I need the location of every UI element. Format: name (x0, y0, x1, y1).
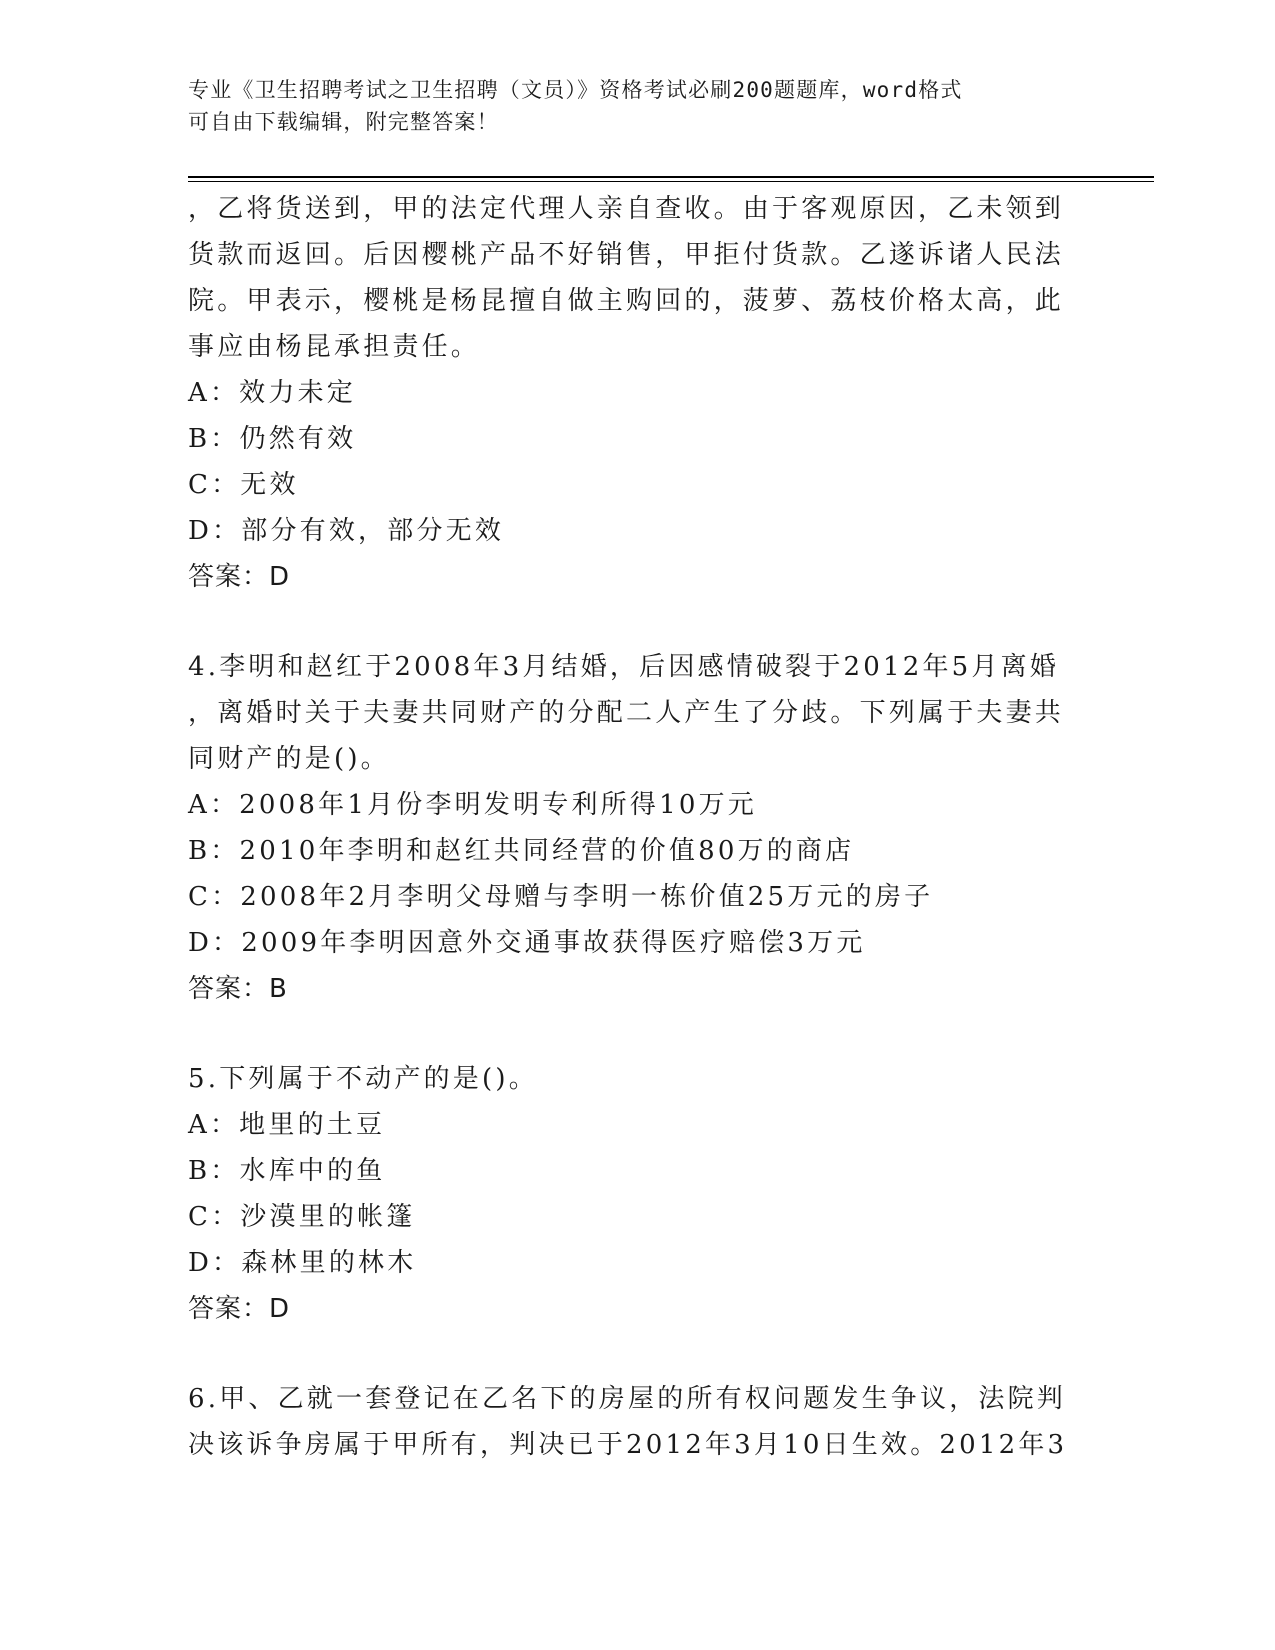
question-text-line: 5.下列属于不动产的是()。 (188, 1064, 538, 1094)
answer-line: 答案：D (188, 562, 291, 592)
question-5 (188, 1056, 1068, 1332)
option-b: B：仍然有效 (188, 424, 357, 454)
question-text-line: 事应由杨昆承担责任。 (188, 332, 481, 362)
option-a: A：2008年1月份李明发明专利所得10万元 (188, 790, 757, 820)
question-text-line: ，离婚时关于夫妻共同财产的分配二人产生了分歧。下列属于夫妻共 (188, 698, 1065, 728)
option-a: A：效力未定 (188, 378, 356, 408)
question-6 (188, 1376, 1068, 1468)
option-a: A：地里的土豆 (188, 1110, 386, 1140)
option-d: D：2009年李明因意外交通事故获得医疗赔偿3万元 (188, 928, 866, 958)
question-text-line: 决该诉争房属于甲所有，判决已于2012年3月10日生效。2012年3 (188, 1430, 1068, 1460)
header-rule-thick (188, 176, 1154, 178)
question-text-line: 6.甲、乙就一套登记在乙名下的房屋的所有权问题发生争议，法院判 (188, 1384, 1067, 1414)
option-c: C：无效 (188, 470, 299, 500)
header-line-1: 专业《卫生招聘考试之卫生招聘（文员）》资格考试必刷200题题库，word格式 (188, 78, 963, 102)
question-text-line: 4.李明和赵红于2008年3月结婚，后因感情破裂于2012年5月离婚 (188, 652, 1060, 682)
option-b: B：2010年李明和赵红共同经营的价值80万的商店 (188, 836, 855, 866)
answer-line: 答案：D (188, 1294, 291, 1324)
header-rule-thin (188, 181, 1154, 182)
answer-line: 答案：B (188, 974, 288, 1004)
question-4 (188, 644, 1068, 1012)
header-line-2: 可自由下载编辑，附完整答案！ (188, 110, 499, 134)
question-text-line: ，乙将货送到，甲的法定代理人亲自查收。由于客观原因，乙未领到 (188, 194, 1065, 224)
question-text-line: 院。甲表示，樱桃是杨昆擅自做主购回的，菠萝、荔枝价格太高，此 (188, 286, 1065, 316)
question-3 (188, 186, 1068, 600)
option-d: D：部分有效，部分无效 (188, 516, 505, 546)
document-header (188, 74, 1068, 138)
document-body (188, 186, 1068, 1468)
option-b: B：水库中的鱼 (188, 1156, 386, 1186)
option-c: C：沙漠里的帐篷 (188, 1202, 416, 1232)
question-text-line: 货款而返回。后因樱桃产品不好销售，甲拒付货款。乙遂诉诸人民法 (188, 240, 1065, 270)
option-c: C：2008年2月李明父母赠与李明一栋价值25万元的房子 (188, 882, 934, 912)
option-d: D：森林里的林木 (188, 1248, 417, 1278)
question-text-line: 同财产的是()。 (188, 744, 390, 774)
